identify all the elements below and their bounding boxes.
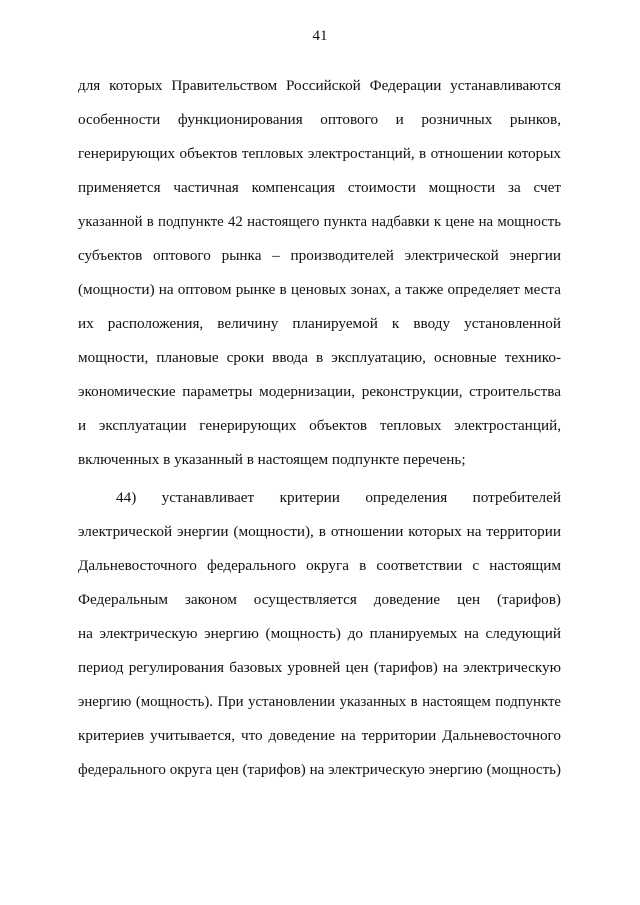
text-line-15: Дальневосточного федерального округа в соответствии с настоящим [78,557,561,574]
text-line-1: для которых Правительством Российской Федерации устанавливаются [78,77,561,94]
text-line-3: генерирующих объектов тепловых электростанций, в отношении которых [78,145,561,162]
text-line-14: электрической энергии (мощности), в отношении которых на территории [78,523,561,540]
text-line-18: период регулирования базовых уровней цен (тарифов) на электрическую [78,659,561,676]
text-line-19: энергию (мощность). При установлении указанных в настоящем подпункте [78,694,561,710]
text-line-2: особенности функционирования оптового и розничных рынков, [78,111,561,128]
text-line-16: Федеральным законом осуществляется доведение цен (тарифов) [78,591,561,608]
text-line-11: и эксплуатации генерирующих объектов тепловых электростанций, [78,417,561,434]
text-line-21: федерального округа цен (тарифов) на электрическую энергию (мощность) [78,762,561,778]
text-line-12: включенных в указанный в настоящем подпункте перечень; [78,451,466,468]
text-line-7: (мощности) на оптовом рынке в ценовых зонах, а также определяет места [78,281,561,298]
text-line-8: их расположения, величину планируемой к вводу установленной [78,315,561,332]
page-number: 41 [312,28,328,44]
text-line-4: применяется частичная компенсация стоимости мощности за счет [78,179,561,196]
text-line-5: указанной в подпункте 42 настоящего пункта надбавки к цене на мощность [78,214,561,230]
text-line-20: критериев учитывается, что доведение на территории Дальневосточного [78,727,561,744]
text-line-10: экономические параметры модернизации, реконструкции, строительства [78,383,561,400]
text-line-6: субъектов оптового рынка – производителей электрической энергии [78,247,561,264]
text-line-13: 44) устанавливает критерии определения потребителей [116,489,561,506]
text-line-17: на электрическую энергию (мощность) до планируемых на следующий [78,625,561,642]
text-line-9: мощности, плановые сроки ввода в эксплуатацию, основные технико- [78,349,561,366]
